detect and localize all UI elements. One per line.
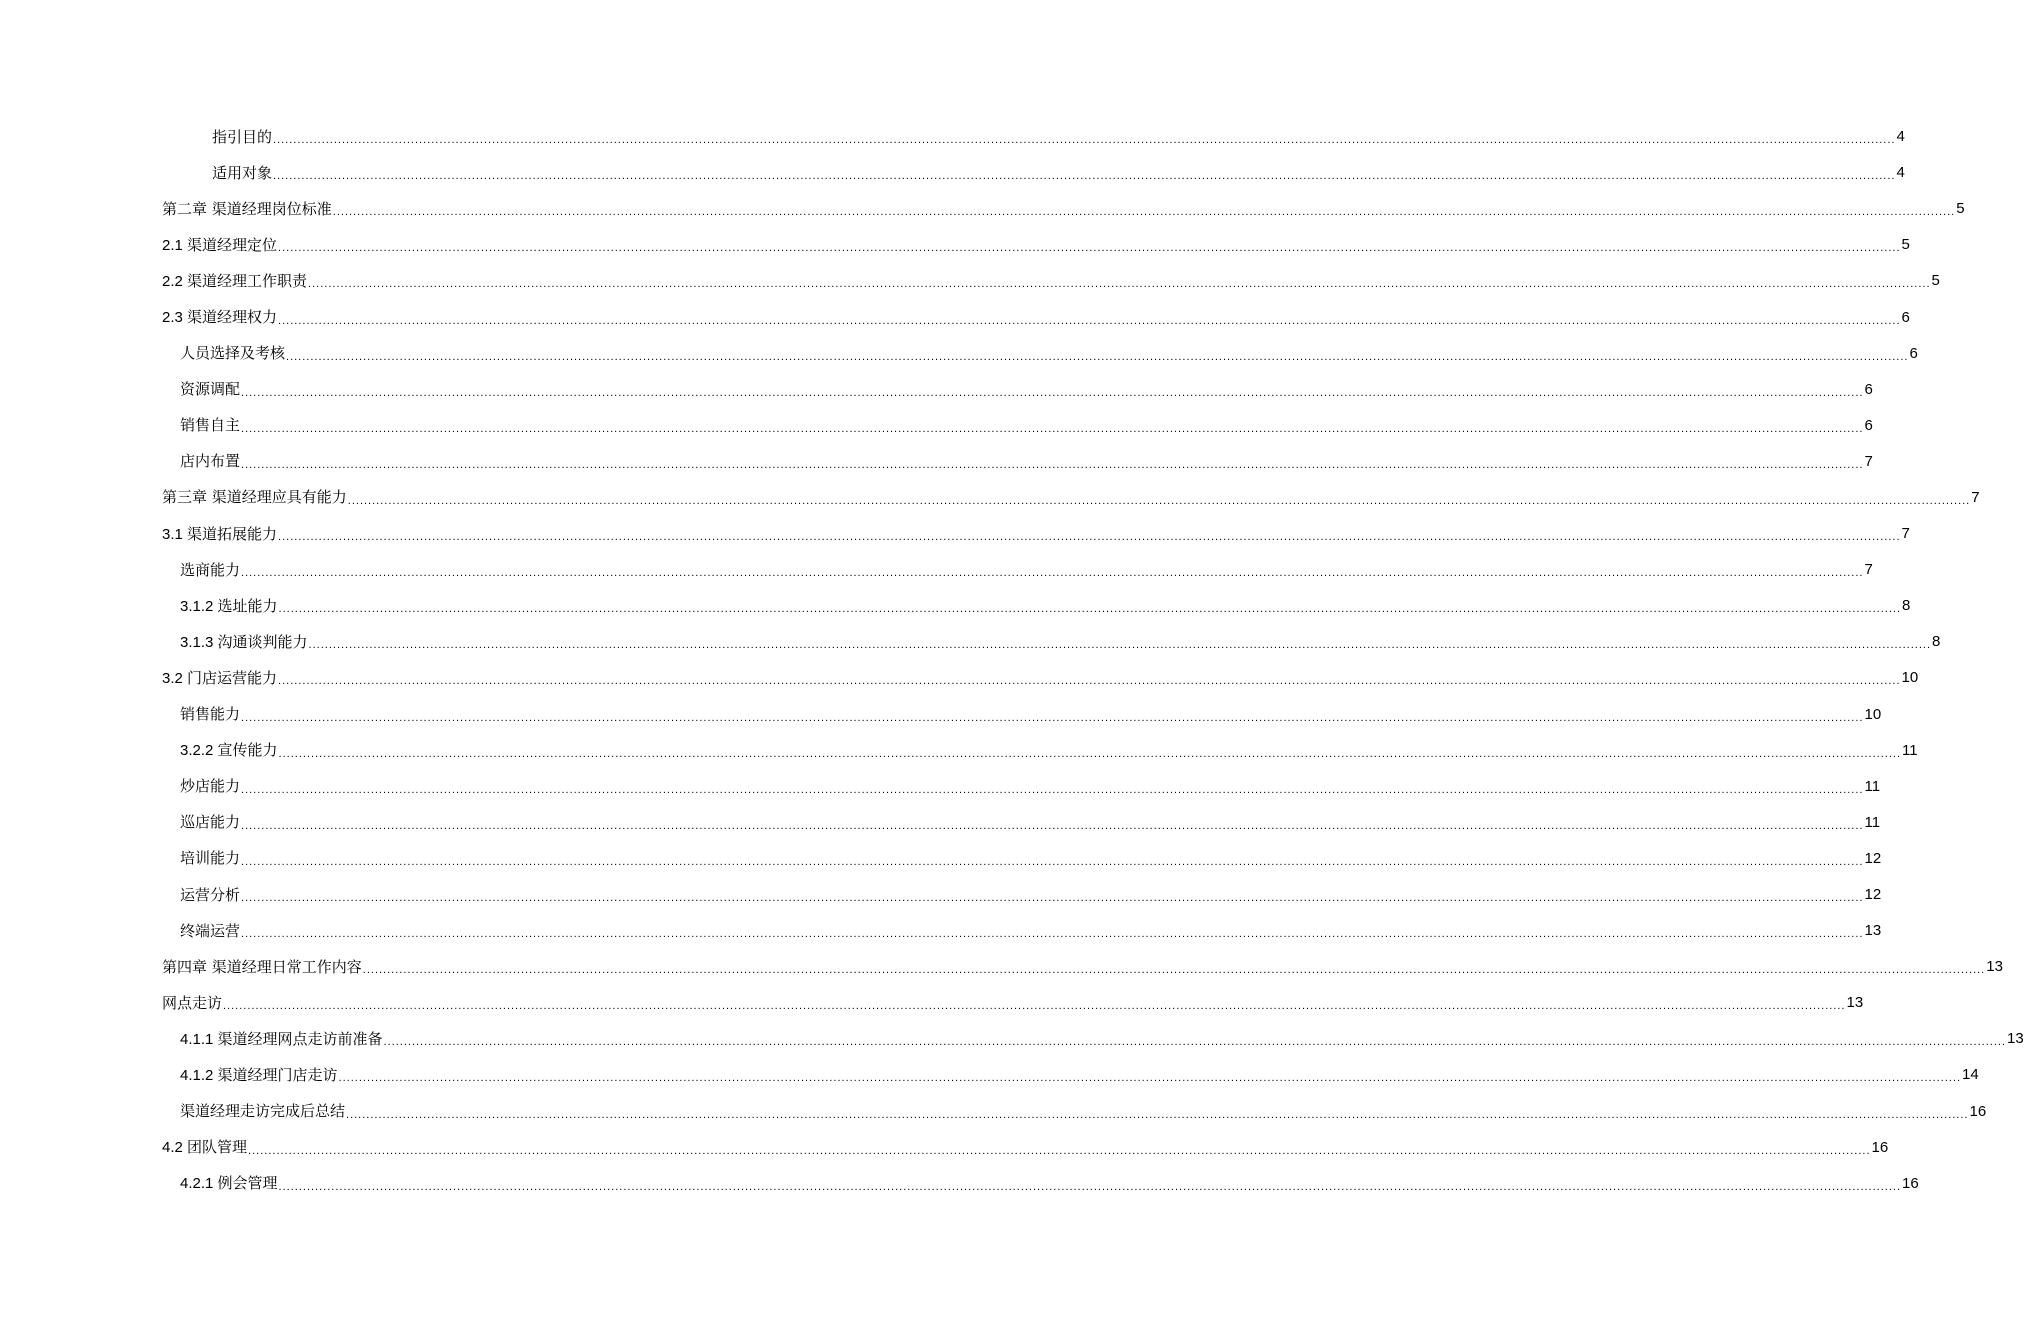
toc-entry-text <box>180 848 240 869</box>
toc-entry-text <box>180 921 240 942</box>
toc-entry-title: 网点走访 <box>162 993 223 1012</box>
toc-page-number: 16 <box>1871 1138 1889 1156</box>
toc-entry-text <box>180 740 278 761</box>
toc-entry-title: 渠道经理门店走访 <box>217 1065 338 1084</box>
toc-entry-text <box>180 1065 338 1086</box>
toc-entry-text <box>180 632 308 653</box>
toc-page-number: 7 <box>1971 488 1980 506</box>
toc-dot-leader: ................................................................................................................................................................................................................................................................................................................................................................................................................ <box>338 1072 1962 1085</box>
toc-dot-leader: ................................................................................................................................................................................................................................................................................................................................................................................................................ <box>241 711 1864 724</box>
toc-entry[interactable] <box>0 877 1882 913</box>
toc-page-number: 11 <box>1864 777 1881 795</box>
toc-entry-number: 4.1.1 <box>180 1030 218 1048</box>
toc-dot-leader: ................................................................................................................................................................................................................................................................................................................................................................................................................ <box>346 1108 1969 1121</box>
toc-page-number: 13 <box>1986 958 2003 976</box>
toc-page-number: 5 <box>1901 236 1910 254</box>
toc-entry-text <box>162 487 347 508</box>
toc-entry[interactable] <box>0 155 1905 191</box>
toc-entry-text <box>180 379 240 400</box>
toc-page-number: 16 <box>1969 1102 1987 1120</box>
toc-entry-title: 巡店能力 <box>180 813 241 832</box>
toc-entry-text <box>162 993 222 1014</box>
toc-entry-text <box>180 1029 383 1050</box>
toc-page-number: 11 <box>1902 741 1918 759</box>
toc-dot-leader: ................................................................................................................................................................................................................................................................................................................................................................................................................ <box>362 964 1986 977</box>
toc-entry-title: 门店运营能力 <box>187 668 278 687</box>
toc-entry-text <box>180 343 285 364</box>
toc-entry[interactable] <box>0 624 1941 660</box>
toc-entry-title: 渠道经理工作职责 <box>187 271 308 290</box>
toc-entry-text <box>162 199 332 220</box>
toc-entry-text <box>212 127 272 148</box>
toc-entry[interactable] <box>0 336 1918 372</box>
toc-entry-title: 选址能力 <box>217 596 278 615</box>
toc-entry-number: 4.2 <box>162 1139 188 1157</box>
toc-dot-leader: ................................................................................................................................................................................................................................................................................................................................................................................................................ <box>241 458 1864 471</box>
toc-entry-title: 渠道经理走访完成后总结 <box>180 1102 346 1121</box>
toc-dot-leader: ................................................................................................................................................................................................................................................................................................................................................................................................................ <box>347 494 1971 507</box>
toc-entry[interactable] <box>0 805 1881 841</box>
toc-dot-leader: ................................................................................................................................................................................................................................................................................................................................................................................................................ <box>241 855 1864 868</box>
toc-page-number: 5 <box>1931 272 1940 290</box>
toc-entry-title: 例会管理 <box>217 1174 278 1193</box>
toc-entry[interactable] <box>0 299 1910 335</box>
toc-entry-text <box>162 271 307 292</box>
toc-entry[interactable] <box>0 841 1882 877</box>
table-of-contents <box>0 119 2024 1202</box>
toc-entry[interactable] <box>0 119 1905 155</box>
toc-entry-title: 销售自主 <box>180 416 241 435</box>
toc-page-number: 10 <box>1901 669 1919 687</box>
toc-page-number: 14 <box>1962 1066 1979 1084</box>
toc-entry-text <box>180 812 240 833</box>
toc-dot-leader: ................................................................................................................................................................................................................................................................................................................................................................................................................ <box>278 603 1902 616</box>
toc-entry-title: 渠道经理权力 <box>187 308 278 327</box>
toc-entry[interactable] <box>0 913 1882 949</box>
toc-entry-title: 沟通谈判能力 <box>217 632 308 651</box>
toc-entry-text <box>180 885 240 906</box>
toc-dot-leader: ................................................................................................................................................................................................................................................................................................................................................................................................................ <box>383 1036 2007 1049</box>
toc-entry-number: 2.2 <box>162 272 188 290</box>
toc-entry-title: 人员选择及考核 <box>180 344 286 363</box>
toc-entry[interactable] <box>0 372 1873 408</box>
toc-page-number: 6 <box>1909 344 1918 362</box>
toc-dot-leader: ................................................................................................................................................................................................................................................................................................................................................................................................................ <box>286 350 1909 363</box>
toc-page-number: 12 <box>1864 886 1882 904</box>
toc-entry-text <box>162 307 277 328</box>
toc-entry-title: 渠道经理定位 <box>187 235 278 254</box>
toc-entry-number: 3.1.2 <box>180 597 218 615</box>
toc-entry[interactable] <box>0 191 1965 227</box>
toc-dot-leader: ................................................................................................................................................................................................................................................................................................................................................................................................................ <box>241 892 1864 905</box>
toc-page-number: 6 <box>1864 416 1873 434</box>
toc-entry[interactable] <box>0 985 1864 1021</box>
toc-entry-title: 第四章 渠道经理日常工作内容 <box>162 957 362 976</box>
toc-entry[interactable] <box>0 1021 2024 1057</box>
toc-entry-text <box>162 1137 247 1158</box>
toc-entry-title: 指引目的 <box>212 127 273 146</box>
toc-dot-leader: ................................................................................................................................................................................................................................................................................................................................................................................................................ <box>241 928 1864 941</box>
toc-entry[interactable] <box>0 697 1882 733</box>
toc-entry-text <box>180 704 240 725</box>
toc-entry-text <box>162 524 277 545</box>
toc-entry-title: 第二章 渠道经理岗位标准 <box>162 199 332 218</box>
toc-entry-text <box>180 1101 345 1122</box>
toc-dot-leader: ................................................................................................................................................................................................................................................................................................................................................................................................................ <box>241 819 1864 832</box>
toc-entry-text <box>162 668 277 689</box>
toc-entry-text <box>162 957 362 978</box>
toc-entry-text <box>180 560 240 581</box>
toc-entry-number: 4.2.1 <box>180 1175 218 1193</box>
toc-entry-text <box>180 1173 278 1194</box>
toc-dot-leader: ................................................................................................................................................................................................................................................................................................................................................................................................................ <box>248 1144 1871 1157</box>
toc-entry-text <box>180 451 240 472</box>
toc-entry[interactable] <box>0 227 1910 263</box>
toc-entry-title: 团队管理 <box>187 1138 248 1157</box>
toc-dot-leader: ................................................................................................................................................................................................................................................................................................................................................................................................................ <box>241 422 1864 435</box>
toc-entry-number: 4.1.2 <box>180 1066 218 1084</box>
toc-entry[interactable] <box>0 263 1940 299</box>
toc-page-number: 7 <box>1864 452 1873 470</box>
toc-entry[interactable] <box>0 480 1980 516</box>
toc-entry-title: 渠道拓展能力 <box>187 524 278 543</box>
toc-page-number: 8 <box>1932 633 1941 651</box>
toc-entry[interactable] <box>0 1057 1979 1093</box>
toc-entry-text <box>212 163 272 184</box>
toc-dot-leader: ................................................................................................................................................................................................................................................................................................................................................................................................................ <box>273 170 1896 183</box>
toc-dot-leader: ................................................................................................................................................................................................................................................................................................................................................................................................................ <box>308 278 1931 291</box>
toc-dot-leader: ................................................................................................................................................................................................................................................................................................................................................................................................................ <box>273 134 1896 147</box>
toc-page-number: 4 <box>1896 128 1905 146</box>
toc-page-number: 13 <box>1864 922 1882 940</box>
toc-entry[interactable] <box>0 769 1881 805</box>
toc-dot-leader: ................................................................................................................................................................................................................................................................................................................................................................................................................ <box>241 567 1864 580</box>
toc-entry-text <box>162 235 277 256</box>
toc-entry[interactable] <box>0 733 1918 769</box>
toc-page-number: 12 <box>1864 849 1882 867</box>
toc-entry-title: 资源调配 <box>180 380 241 399</box>
toc-entry[interactable] <box>0 408 1873 444</box>
toc-entry-title: 选商能力 <box>180 560 241 579</box>
toc-entry-number: 3.1.3 <box>180 633 218 651</box>
toc-entry[interactable] <box>0 949 2003 985</box>
toc-entry-number: 2.1 <box>162 236 188 254</box>
toc-page-number: 13 <box>2007 1030 2024 1048</box>
toc-page-number: 13 <box>1846 994 1864 1012</box>
toc-entry[interactable] <box>0 660 1919 696</box>
toc-entry[interactable] <box>0 1166 1919 1202</box>
toc-dot-leader: ................................................................................................................................................................................................................................................................................................................................................................................................................ <box>332 206 1956 219</box>
toc-entry-text <box>180 415 240 436</box>
toc-page-number: 16 <box>1902 1174 1919 1192</box>
toc-entry-title: 销售能力 <box>180 705 241 724</box>
toc-page-number: 6 <box>1901 308 1910 326</box>
toc-entry-title: 终端运营 <box>180 921 241 940</box>
toc-entry[interactable] <box>0 1130 1889 1166</box>
toc-entry-title: 运营分析 <box>180 885 241 904</box>
toc-dot-leader: ................................................................................................................................................................................................................................................................................................................................................................................................................ <box>278 314 1901 327</box>
toc-page-number: 8 <box>1902 597 1911 615</box>
toc-dot-leader: ................................................................................................................................................................................................................................................................................................................................................................................................................ <box>223 1000 1846 1013</box>
toc-dot-leader: ................................................................................................................................................................................................................................................................................................................................................................................................................ <box>278 747 1902 760</box>
toc-entry-number: 3.2.2 <box>180 742 218 760</box>
toc-entry-number: 3.2 <box>162 669 188 687</box>
toc-entry-number: 3.1 <box>162 525 188 543</box>
toc-entry-title: 宣传能力 <box>217 741 278 760</box>
toc-entry[interactable] <box>0 552 1873 588</box>
toc-entry[interactable] <box>0 588 1911 624</box>
toc-dot-leader: ................................................................................................................................................................................................................................................................................................................................................................................................................ <box>278 531 1901 544</box>
toc-entry[interactable] <box>0 1094 1987 1130</box>
toc-entry-title: 店内布置 <box>180 452 241 471</box>
toc-entry-title: 适用对象 <box>212 163 273 182</box>
toc-dot-leader: ................................................................................................................................................................................................................................................................................................................................................................................................................ <box>278 242 1901 255</box>
toc-dot-leader: ................................................................................................................................................................................................................................................................................................................................................................................................................ <box>241 783 1864 796</box>
toc-entry-title: 培训能力 <box>180 849 241 868</box>
toc-page-number: 7 <box>1864 561 1873 579</box>
toc-page-number: 4 <box>1896 164 1905 182</box>
toc-dot-leader: ................................................................................................................................................................................................................................................................................................................................................................................................................ <box>241 386 1864 399</box>
toc-page-number: 11 <box>1864 813 1881 831</box>
toc-entry[interactable] <box>0 516 1910 552</box>
toc-dot-leader: ................................................................................................................................................................................................................................................................................................................................................................................................................ <box>278 1180 1902 1193</box>
toc-entry-title: 第三章 渠道经理应具有能力 <box>162 488 347 507</box>
toc-entry-text <box>180 596 278 617</box>
toc-page-number: 5 <box>1956 200 1965 218</box>
toc-entry-text <box>180 776 240 797</box>
toc-entry[interactable] <box>0 444 1873 480</box>
toc-page-number: 7 <box>1901 525 1910 543</box>
toc-entry-title: 炒店能力 <box>180 777 241 796</box>
toc-entry-number: 2.3 <box>162 309 188 327</box>
toc-page-number: 10 <box>1864 705 1882 723</box>
toc-page-number: 6 <box>1864 380 1873 398</box>
toc-entry-title: 渠道经理网点走访前准备 <box>217 1029 383 1048</box>
toc-dot-leader: ................................................................................................................................................................................................................................................................................................................................................................................................................ <box>308 639 1932 652</box>
toc-dot-leader: ................................................................................................................................................................................................................................................................................................................................................................................................................ <box>278 675 1901 688</box>
